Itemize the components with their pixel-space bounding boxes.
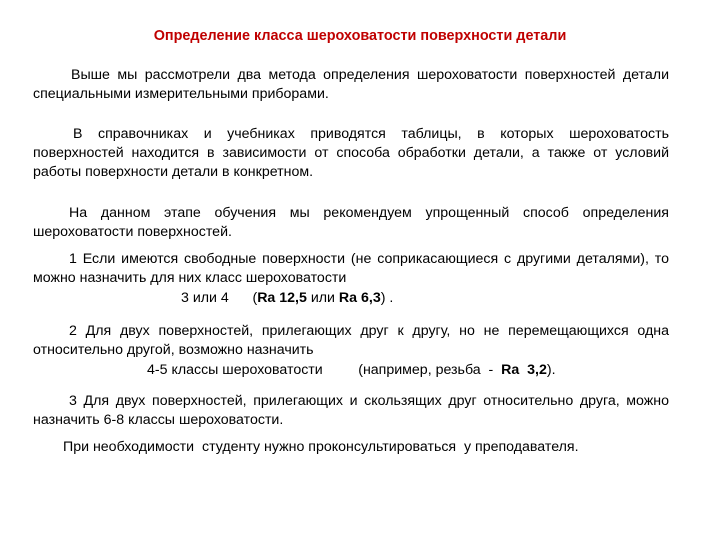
- item-2-example-suffix: ).: [546, 362, 556, 378]
- item-2-ra-value: Ra 3,2: [501, 362, 547, 378]
- item-2-classes: [147, 361, 556, 380]
- item-1-text: 1 Если имеются свободные поверхности (не соприкасающиеся с другими деталями), то можно назначить для них класс шероховатости: [33, 251, 669, 286]
- item-1-paren-close: ) .: [380, 290, 394, 306]
- paragraph-simplified-method: На данном этапе обучения мы рекомендуем упрощенный способ определения шероховатости поверхностей.: [33, 205, 669, 240]
- item-1-classes: [181, 289, 393, 308]
- paragraph-reference-tables: В справочниках и учебниках приводятся таблицы, в которых шероховатость поверхностей находится в зависимости от способа обработки детали, а также от условий работы поверхности детали в конкретном.: [33, 126, 669, 180]
- item-1-ra-value-1: Ra 12,5: [257, 290, 307, 306]
- item-1-or-word: или: [306, 290, 339, 306]
- paragraph-intro: Выше мы рассмотрели два метода определения шероховатости поверхностей детали специальными измерительными приборами.: [33, 67, 669, 102]
- item-2-class-text: 4-5 классы шероховатости: [147, 362, 323, 378]
- item-2-example-prefix: (например, резьба -: [358, 362, 502, 378]
- item-2-text: 2 Для двух поверхностей, прилегающих друг к другу, но не перемещающихся одна относительно другой, возможно назначить: [33, 323, 669, 358]
- item-1-class-text: 3 или 4: [181, 290, 229, 306]
- item-1-paren-open: (: [252, 290, 258, 306]
- closing-note: При необходимости студенту нужно проконсультироваться у преподавателя.: [63, 439, 579, 455]
- page-title: Определение класса шероховатости поверхности детали: [153, 28, 567, 44]
- item-3-text: 3 Для двух поверхностей, прилегающих и скользящих друг относительно друга, можно назначить 6-8 классы шероховатости.: [33, 393, 669, 428]
- item-1-ra-value-2: Ra 6,3: [338, 290, 381, 306]
